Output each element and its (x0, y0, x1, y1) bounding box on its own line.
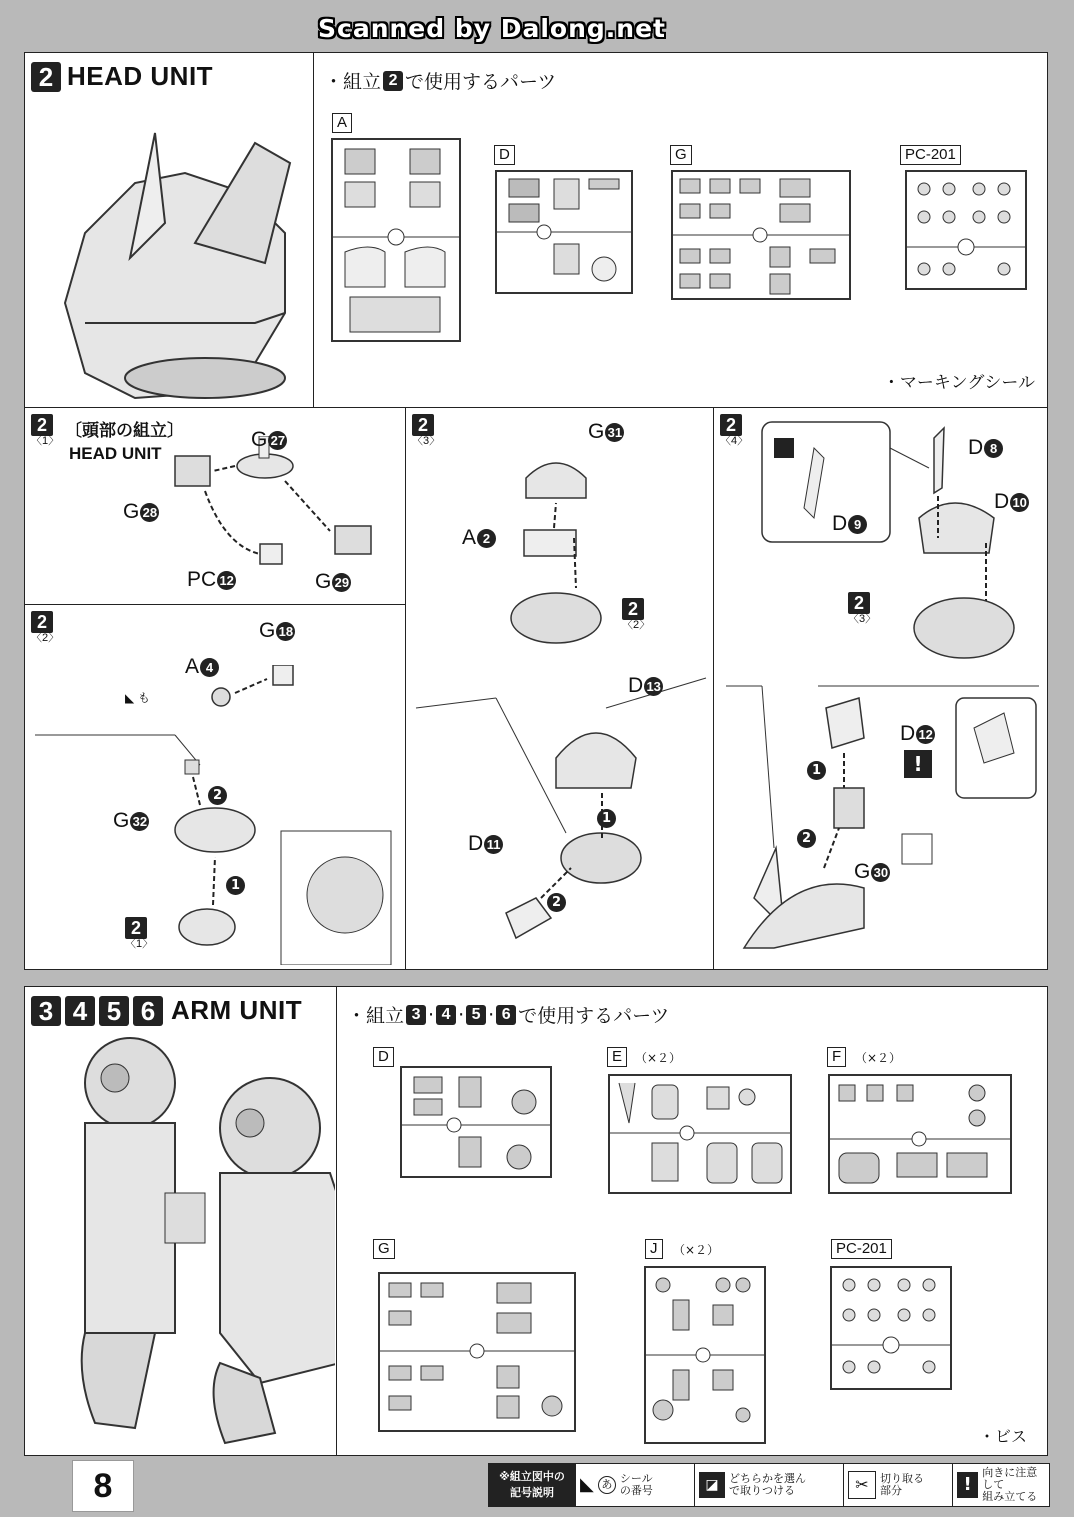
arrow-step-2: 2 (796, 828, 816, 848)
label-d12: D 12 (900, 722, 935, 746)
runner-label-g: G (373, 1239, 395, 1259)
runner-label-g: G (670, 145, 692, 165)
legend-item-warning (952, 1464, 1049, 1506)
runner-g-diagram (670, 169, 852, 301)
runner-label-e: E (607, 1047, 627, 1067)
runner-g-diagram (377, 1271, 577, 1433)
section-title: ARM UNIT (171, 995, 303, 1025)
arrow-step-1: 1 (225, 875, 245, 895)
legend-text: 組み立てる (982, 1490, 1038, 1503)
step-sub: 〈4〉 (720, 435, 749, 447)
runner-d-diagram (494, 169, 634, 295)
legend-title-line2: 記号説明 (510, 1486, 554, 1499)
arrow-step-2: 2 (207, 785, 227, 805)
label-d9: D 9 (832, 512, 867, 536)
scan-banner: Scanned by Dalong.net (318, 14, 667, 43)
legend-text: 部分 (880, 1484, 902, 1497)
legend-text: の番号 (619, 1484, 653, 1497)
cut-icon: ✂ (848, 1471, 876, 1499)
label-g30: G 30 (854, 860, 890, 884)
choose-icon: ◪ (699, 1472, 725, 1498)
step-2-4-cell: 2 〈4〉 D 8 D 10 D 9 2 〈3〉 D 12 ! 1 2 G 30 (713, 407, 1048, 970)
legend-text: で取りつける (729, 1484, 795, 1497)
runner-pc201-diagram (904, 169, 1028, 291)
label-g29: G 29 (315, 570, 351, 594)
runner-j-qty: （×２） (673, 1243, 720, 1257)
label-g18: G 18 (259, 619, 295, 643)
step-number: 2 (720, 414, 742, 436)
runner-d-diagram (399, 1047, 559, 1179)
parts-heading-step: 2 (383, 71, 403, 91)
step-number-badge: 6 (133, 996, 163, 1026)
parts-heading-step: 5 (466, 1005, 486, 1025)
legend-item-cut (843, 1464, 952, 1506)
parts-heading-prefix: ・組立 (347, 1005, 405, 1027)
step-number: 2 (31, 414, 53, 436)
step-sub: 〈3〉 (412, 435, 441, 447)
runner-f-diagram (827, 1073, 1013, 1195)
step-sub: 〈2〉 (31, 632, 60, 644)
parts-heading-prefix: ・組立 (324, 71, 382, 93)
head-unit-heading (31, 61, 213, 92)
runner-a-diagram (330, 137, 462, 343)
seal-indicator: ◣ も (125, 691, 151, 705)
parts-heading-step: 3 (406, 1005, 426, 1025)
step-number: 2 (412, 414, 434, 436)
legend-text: シール (619, 1472, 653, 1485)
label-d11: D 11 (468, 832, 503, 856)
step-sub: 〈1〉 (31, 435, 60, 447)
head-unit-image-cell (24, 52, 314, 408)
runner-label-pc201: PC-201 (900, 145, 961, 165)
runner-label-f: F (827, 1047, 846, 1067)
step-2-1-en-title: HEAD UNIT (69, 444, 162, 463)
screw-note: ・ビス (978, 1427, 1027, 1446)
arrow-step-1: 1 (596, 808, 616, 828)
seal-glyph: あ (598, 1476, 616, 1494)
step-2-2-cell: 2 〈2〉 G 18 A 4 ◣ も 2 1 G 32 2 〈1〉 (24, 604, 406, 970)
seal-icon: ◣ (580, 1474, 594, 1495)
step-2-3-cell: 2 〈3〉 G 31 A 2 2 〈2〉 D 13 1 D 11 2 (405, 407, 714, 970)
runner-pc201-diagram (829, 1265, 953, 1391)
arm-unit-illustration (45, 1033, 335, 1453)
parts-heading-suffix: で使用するパーツ (518, 1005, 670, 1027)
arrow-step-1: 1 (806, 760, 826, 780)
page-number: 8 (72, 1460, 134, 1512)
runner-f-qty: （×２） (855, 1051, 902, 1065)
legend-text: 向きに注意して (982, 1466, 1038, 1491)
parts-heading-step: 4 (436, 1005, 456, 1025)
step-2-1-cell (24, 407, 406, 605)
label-g27: G 27 (251, 428, 287, 452)
arm-unit-heading (31, 995, 302, 1026)
step-number-badge: 2 (31, 62, 61, 92)
runner-label-a: A (332, 113, 352, 133)
warning-icon: ! (904, 750, 932, 778)
legend-item-choose (694, 1464, 843, 1506)
symbol-legend (488, 1463, 1050, 1507)
label-a2: A 2 (462, 526, 496, 550)
label-d8: D 8 (968, 436, 1003, 460)
legend-title (489, 1464, 575, 1506)
marking-seal-note: ・マーキングシール (882, 373, 1035, 393)
runner-e-qty: （×２） (635, 1051, 682, 1065)
section-title: HEAD UNIT (67, 61, 214, 91)
label-d10: D 10 (994, 490, 1029, 514)
step-number: 2 (31, 611, 53, 633)
step-2-3-diagram (406, 438, 712, 968)
legend-item-seal (575, 1464, 694, 1506)
parts-heading (324, 67, 556, 94)
parts-heading-suffix: で使用するパーツ (405, 71, 557, 93)
legend-title-line1: ※組立図中の (499, 1470, 565, 1483)
warning-icon: ! (957, 1472, 978, 1498)
runner-label-j: J (645, 1239, 663, 1259)
head-parts-cell (313, 52, 1048, 408)
arrow-step-2: 2 (546, 892, 566, 912)
step-2-1-jp-title: 〔頭部の組立〕 (65, 421, 184, 441)
label-d13: D 13 (628, 674, 663, 698)
runner-label-pc201: PC-201 (831, 1239, 892, 1259)
runner-e-diagram (607, 1073, 793, 1195)
label-a4: A 4 (185, 655, 219, 679)
runner-j-diagram (643, 1265, 767, 1445)
step-number-badge: 5 (99, 996, 129, 1026)
label-pc12: PC 12 (187, 568, 236, 592)
label-g32: G 32 (113, 809, 149, 833)
parts-heading: ・組立 3 · 4 · 5 · 6 で使用するパーツ (347, 1001, 669, 1028)
step-number-badge: 4 (65, 996, 95, 1026)
step-number-badge: 3 (31, 996, 61, 1026)
step-2-2-diagram (35, 665, 395, 965)
runner-label-d: D (494, 145, 515, 165)
label-g28: G 28 (123, 500, 159, 524)
parts-heading-step: 6 (496, 1005, 516, 1025)
legend-text: 切り取る (880, 1472, 924, 1485)
arm-parts-cell (336, 986, 1048, 1456)
runner-label-d: D (373, 1047, 394, 1067)
arm-unit-image-cell (24, 986, 337, 1456)
legend-text: どちらかを選ん (729, 1472, 806, 1485)
head-unit-illustration (55, 123, 295, 403)
label-g31: G 31 (588, 420, 624, 444)
